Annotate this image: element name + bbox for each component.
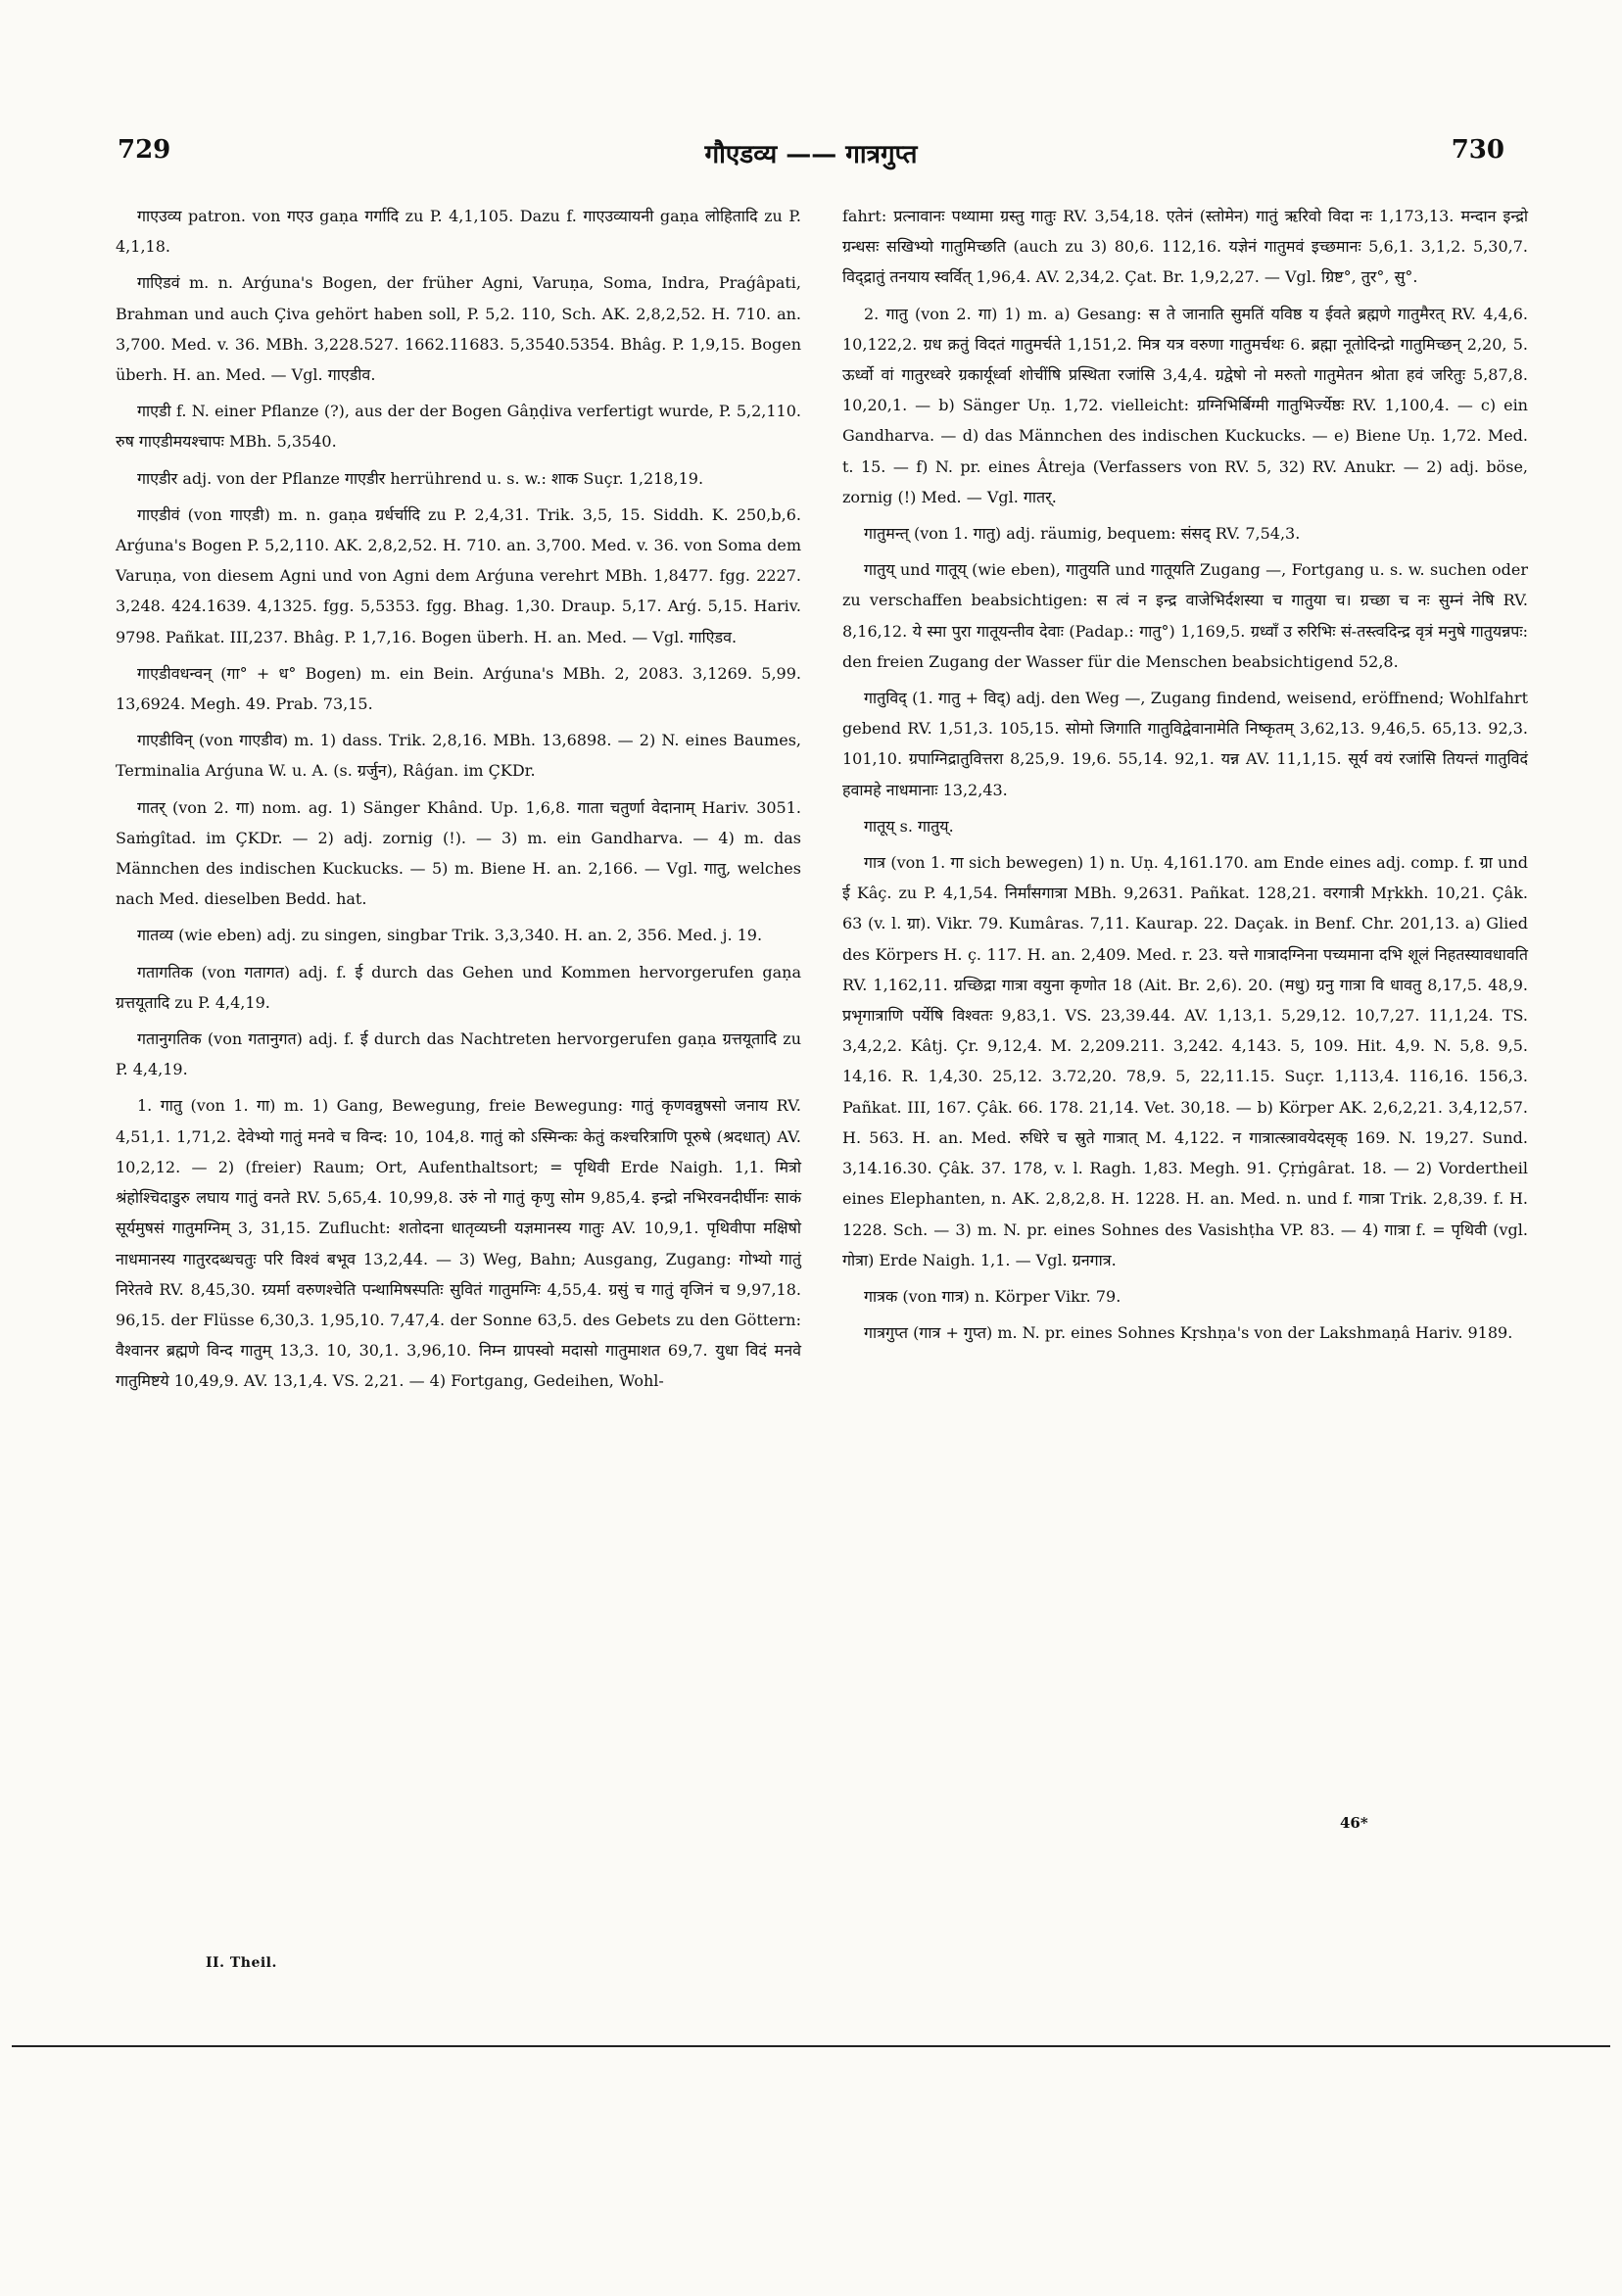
dictionary-entry: गतानुगतिक (von गतानुगत) adj. f. ई durch das Nachtreten hervorgerufen gaṇa ग्रत्तयूतादि zu P. 4,4,19. bbox=[116, 1029, 801, 1079]
dictionary-entry: गातव्य (wie eben) adj. zu singen, singbar Trik. 3,3,340. H. an. 2, 356. Med. j. 19. bbox=[137, 926, 763, 945]
page-number-left: 729 bbox=[118, 135, 171, 165]
dictionary-entry: गाएडीवं (von गाएडी) m. n. gaṇa ग्रर्धर्चादि zu P. 2,4,31. Trik. 3,5, 15. Siddh. K. 250,b,6. Arǵuna's Bogen P. 5,2,110. AK. 2,8,2,52. H. 710. an. 3,700. Med. v. 36. von Soma dem Varuṇa, von diesem Agni und von Agni dem Arǵuna verehrt MBh. 1,8477. fgg. 2227. 3,248. 424.1639. 4,1325. fgg. 5,5353. fgg. Bhag. 1,30. Draup. 5,17. Arǵ. 5,15. Hariv. 9798. Pañkat. III,237. Bhâg. P. 1,7,16. Bogen überh. H. an. Med. — Vgl. गाएिडव. bbox=[116, 504, 801, 646]
dictionary-entry: गातूय् s. गातुय्. bbox=[864, 816, 954, 836]
dictionary-entry: 1. गातु (von 1. गा) m. 1) Gang, Bewegung, freie Bewegung: गातुं कृणवन्नुषसो जनाय RV. 4,51,1. 1,71,2. देवेभ्यो गातुं मनवे च विन्द: 10, 104,8. गातुं को ऽस्मिन्कः केतुं कश्चरित्राणि पूरुषे (श्रदधात्) AV. 10,2,12. — 2) (freier) Raum; Ort, Aufenthaltsort; = पृथिवी Erde Naigh. 1,1. मित्रो श्रंहोश्चिदाडुरु लघाय गातुं वनते RV. 5,65,4. 10,99,8. उरुं नो गातुं कृणु सोम 9,85,4. इन्द्रो नभिरवनदीर्घीनः साकं सूर्यमुषसं गातुमग्निम् 3, 31,15. Zuflucht: शतोदना धातृव्यघ्नी यज्ञमानस्य गातुः AV. 10,9,1. पृथिवीपा मक्षिषो नाधमानस्य गातुरदब्धचतुः परि विश्वं बभूव 13,2,44. — 3) Weg, Bahn; Ausgang, Zugang: गोभ्यो गातुं निरेतवे RV. 8,45,30. ग्र्यर्मा वरुणश्चेति पन्थामिषस्पतिः सुवितं गातुमग्निः 4,55,4. ग्रसुं च गातुं वृजिनं च 9,97,18. 96,15. der Flüsse 6,30,3. 1,95,10. 7,47,4. der Sonne 63,5. des Gebets zu den Göttern: वैश्वानर ब्रह्मणे विन्द गातुम् 13,3. 10, 30,1. 3,96,10. निम्न ग्रापस्वो मदासो गातुमाशत 69,7. युधा विदं मनवे गातुमिष्टये 10,49,9. AV. 13,1,4. VS. 2,21. — 4) Fortgang, Gedeihen, Wohl- bbox=[116, 1096, 801, 1391]
dictionary-entry: गात्रगुप्त (गात्र + गुप्त) m. N. pr. eines Sohnes Kṛshṇa's von der Lakshmaṇâ Hariv. 9189. bbox=[864, 1323, 1513, 1343]
dictionary-entry: गाएडीर adj. von der Pflanze गाएडीर herrührend u. s. w.: शाक Suçr. 1,218,19. bbox=[137, 468, 704, 488]
bottom-rule bbox=[12, 2045, 1610, 2047]
running-title: गौएडव्य —— गात्रगुप्त bbox=[704, 140, 918, 169]
page-number-right: 730 bbox=[1451, 135, 1504, 165]
dictionary-entry-continued: fahrt: प्रत्नावानः पथ्यामा ग्रस्तु गातुः RV. 3,54,18. एतेनं (स्तोमेन) गातुं ऋरिवो विदा नः 1,173,13. मन्दान इन्द्रो ग्रन्धसः सखिभ्यो गातुमिच्छति (auch zu 3) 80,6. 112,16. यज्ञेनं गातुमवं इच्छमानः 5,6,1. 3,1,2. 5,30,7. विद्द्रातुं तनयाय स्वर्वित् 1,96,4. AV. 2,34,2. Çat. Br. 1,9,2,27. — Vgl. ग्रिष्ट°, तुर°, सु°. bbox=[842, 207, 1528, 287]
dictionary-entry: गतागतिक (von गतागत) adj. f. ई durch das Gehen und Kommen hervorgerufen gaṇa ग्रत्तयूतादि zu P. 4,4,19. bbox=[116, 962, 801, 1012]
right-column bbox=[842, 201, 1528, 1354]
page-header bbox=[118, 135, 1504, 178]
dictionary-entry: गाएउव्य patron. von गएउ gaṇa गर्गादि zu P. 4,1,105. Dazu f. गाएउव्यायनी gaṇa लोहितादि zu P. 4,1,18. bbox=[116, 207, 801, 257]
dictionary-entry: गातर् (von 2. गा) nom. ag. 1) Sänger Khând. Up. 1,6,8. गाता चतुर्णा वेदानाम् Hariv. 3051. Saṁgîtad. im ÇKDr. — 2) adj. zornig (!). — 3) m. ein Gandharva. — 4) m. das Männchen des indischen Kuckucks. — 5) m. Biene H. an. 2,166. — Vgl. गातु, welches nach Med. dieselben Bedd. hat. bbox=[116, 797, 801, 909]
dictionary-entry: गाएिडवं m. n. Arǵuna's Bogen, der früher Agni, Varuṇa, Soma, Indra, Praǵâpati, Brahman und auch Çiva gehört haben soll, P. 5,2. 110, Sch. AK. 2,8,2,52. H. 710. an. 3,700. Med. v. 36. MBh. 3,228.527. 1662.11683. 5,3540.5354. Bhâg. P. 1,9,15. Bogen überh. H. an. Med. — Vgl. गाएडीव. bbox=[116, 273, 801, 385]
dictionary-entry: गातुय् und गातूय् (wie eben), गातुयति und गातूयति Zugang —, Fortgang u. s. w. suchen oder zu verschaffen beabsichtigen: स त्वं न इन्द्र वाजेभिर्दशस्या च गातुया च। ग्रच्छा च नः सुम्नं नेषि RV. 8,16,12. ये स्मा पुरा गातूयन्तीव देवाः (Padap.: गातु°) 1,169,5. ग्रध्वाँ उ रुरिभिः सं-तस्त्वदिन्द्र वृत्रं मनुषे गातुयन्नपः: den freien Zugang der Wasser für die Menschen beabsichtigend 52,8. bbox=[842, 560, 1528, 671]
left-column bbox=[116, 201, 801, 1403]
dictionary-entry: 2. गातु (von 2. गा) 1) m. a) Gesang: स ते जानाति सुमतिं यविष्ठ य ईवते ब्रह्मणे गातुमैरत् RV. 4,4,6. 10,122,2. ग्रध क्रतुं विदतं गातुमर्चते 1,151,2. मित्र यत्र वरुणा गातुमर्चथः 6. ब्रह्मा नूतोदिन्द्रो गातुमिच्छन् 2,20, 5. ऊर्ध्वो वां गातुरध्वरे ग्रकार्यूर्ध्वा शोचींषि प्रस्थिता रजांसि 3,4,4. ग्रद्वेषो नो मरुतो गातुमेतन श्रोता हवं जरितुः 5,87,8. 10,20,1. — b) Sänger Uṇ. 1,72. vielleicht: ग्रग्निभिर्बिग्मी गातुभिर्ज्येष्ठः RV. 1,100,4. — c) ein Gandharva. — d) das Männchen des indischen Kuckucks. — e) Biene Uṇ. 1,72. Med. t. 15. — f) N. pr. eines Âtreja (Verfassers von RV. 5, 32) RV. Anukr. — 2) adj. böse, zornig (!) Med. — Vgl. गातर्. bbox=[842, 304, 1528, 506]
dictionary-entry: गाएडीविन् (von गाएडीव) m. 1) dass. Trik. 2,8,16. MBh. 13,6898. — 2) N. eines Baumes, Terminalia Arǵuna W. u. A. (s. ग्रर्जुन), Râǵan. im ÇKDr. bbox=[116, 731, 801, 781]
dictionary-entry: गात्र (von 1. गा sich bewegen) 1) n. Uṇ. 4,161.170. am Ende eines adj. comp. f. ग्रा und ई Kâç. zu P. 4,1,54. निर्मांसगात्रा MBh. 9,2631. Pañkat. 128,21. वरगात्री Mṛkkh. 10,21. Çâk. 63 (v. l. ग्रा). Vikr. 79. Kumâras. 7,11. Kaurap. 22. Daçak. in Benf. Chr. 201,13. a) Glied des Körpers H. ç. 117. H. an. 2,409. Med. r. 23. यत्ते गात्रादग्निना पच्यमाना दभि शूलं निहतस्यावधावति RV. 1,162,11. ग्रच्छिद्रा गात्रा वयुना कृणोत 18 (Ait. Br. 2,6). 20. (मधु) ग्रनु गात्रा वि धावतु 8,17,5. 48,9. प्रभृगात्राणि पर्येषि विश्वतः 9,83,1. VS. 23,39.44. AV. 1,13,1. 5,29,12. 10,7,27. 11,1,24. TS. 3,4,2,2. Kâtj. Çr. 9,12,4. M. 2,209.211. 3,242. 4,143. 5, 109. Hit. 4,9. N. 5,8. 9,5. 14,16. R. 1,4,30. 25,12. 3.72,20. 78,9. 5, 22,11.15. Suçr. 1,113,4. 116,16. 156,3. Pañkat. III, 167. Çâk. 66. 178. 21,14. Vet. 30,18. — b) Körper AK. 2,6,2,21. 3,4,12,57. H. 563. H. an. Med. रुधिरे च स्रुते गात्रात् M. 4,122. न गात्रात्स्त्रावयेदसृक् 169. N. 19,27. Sund. 3,14.16.30. Çâk. 37. 178, v. l. Ragh. 1,83. Megh. 91. Çṛṅgârat. 18. — 2) Vordertheil eines Elephanten, n. AK. 2,8,2,8. H. 1228. H. an. Med. n. und f. गात्रा Trik. 2,8,39. f. H. 1228. Sch. — 3) m. N. pr. eines Sohnes des Vasishṭha VP. 83. — 4) गात्रा f. = पृथिवी (vgl. गोत्रा) Erde Naigh. 1,1. — Vgl. ग्रनगात्र. bbox=[842, 853, 1528, 1269]
volume-note: II. Theil. bbox=[206, 1955, 277, 1971]
dictionary-entry: गाएडीवधन्वन् (गा° + ध° Bogen) m. ein Bein. Arǵuna's MBh. 2, 2083. 3,1269. 5,99. 13,6924. Megh. 49. Prab. 73,15. bbox=[116, 663, 801, 714]
dictionary-entry: गातुविद् (1. गातु + विद्) adj. den Weg —, Zugang findend, weisend, eröffnend; Wohlfahrt gebend RV. 1,51,3. 105,15. सोमो जिगाति गातुविद्वेवानामेति निष्कृतम् 3,62,13. 9,46,5. 65,13. 92,3. 101,10. ग्रपाग्निद्रातुवित्तरा 8,25,9. 19,6. 55,14. 92,1. यन्न AV. 11,1,15. सूर्य वयं रजांसि तियन्तं गातुविदं हवामहे नाधमानाः 13,2,43. bbox=[842, 689, 1528, 799]
dictionary-entry: गातुमन्त् (von 1. गातु) adj. räumig, bequem: संसद् RV. 7,54,3. bbox=[864, 524, 1301, 544]
dictionary-entry: गाएडी f. N. einer Pflanze (?), aus der der Bogen Gâṇḍiva verfertigt wurde, P. 5,2,110. रुष गाएडीमयश्चापः MBh. 5,3540. bbox=[116, 402, 801, 452]
printer-signature: 46* bbox=[1340, 1814, 1368, 1832]
dictionary-entry: गात्रक (von गात्र) n. Körper Vikr. 79. bbox=[864, 1286, 1121, 1306]
